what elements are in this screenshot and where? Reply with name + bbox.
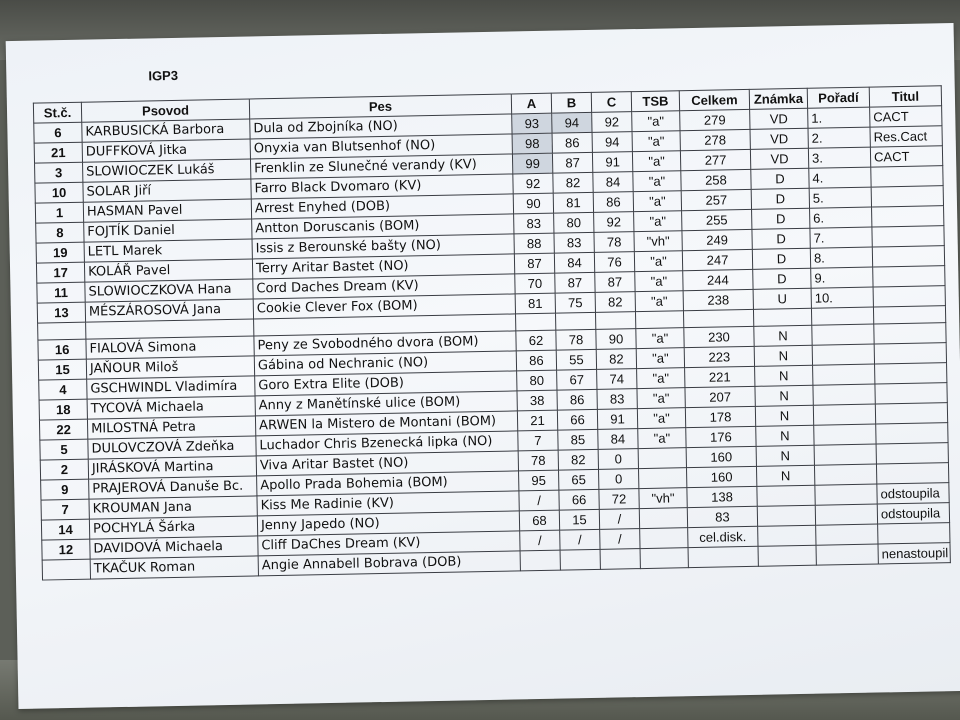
cell-titul	[874, 323, 946, 344]
cell-stc: 11	[37, 282, 85, 303]
cell-psovod: HASMAN Pavel	[83, 199, 251, 222]
cell-poradi: 2.	[808, 127, 870, 148]
cell-stc: 1	[35, 202, 83, 223]
cell-znamka	[757, 505, 815, 526]
cell-a: /	[520, 530, 560, 551]
cell-pes: Luchador Chris Bzenecká lipka (NO)	[256, 431, 518, 456]
cell-c: 74	[597, 369, 637, 390]
cell-pes: Farro Black Dvomaro (KV)	[251, 174, 513, 199]
cell-c: 92	[594, 212, 634, 233]
cell-celkem: 207	[685, 386, 755, 407]
cell-stc: 8	[36, 222, 84, 243]
cell-celkem: 83	[687, 506, 757, 527]
header-znamka: Známka	[749, 88, 807, 109]
cell-poradi: 3.	[808, 147, 870, 168]
spacer-cell	[811, 307, 873, 325]
header-titul: Titul	[869, 86, 941, 107]
header-psovod: Psovod	[81, 99, 249, 122]
cell-c: 91	[592, 152, 632, 173]
cell-znamka: N	[755, 405, 813, 426]
cell-psovod: SLOWIOCZEK Lukáš	[83, 159, 251, 182]
cell-poradi	[814, 444, 876, 465]
cell-psovod: SLOWIOCZKOVA Hana	[85, 279, 253, 302]
cell-titul	[875, 363, 947, 384]
spacer-cell	[555, 312, 595, 330]
paper-sheet	[6, 23, 960, 709]
cell-a: 62	[516, 330, 556, 351]
cell-titul: odstoupila	[877, 483, 949, 504]
cell-titul	[874, 343, 946, 364]
cell-znamka: N	[755, 385, 813, 406]
cell-b: /	[560, 529, 600, 550]
cell-pes: Kiss Me Radinie (KV)	[257, 491, 519, 516]
cell-psovod: KOLÁŘ Pavel	[84, 259, 252, 282]
cell-celkem: 160	[686, 466, 756, 487]
cell-tsb: "a"	[633, 191, 681, 212]
cell-pes: Cord Daches Dream (KV)	[253, 274, 515, 299]
cell-tsb: "a"	[634, 251, 682, 272]
cell-poradi	[815, 504, 877, 525]
cell-c: 92	[592, 112, 632, 133]
cell-b: 83	[554, 232, 594, 253]
cell-tsb: "a"	[637, 388, 685, 409]
cell-titul	[878, 523, 950, 544]
cell-c: 90	[596, 329, 636, 350]
cell-tsb: "a"	[632, 131, 680, 152]
cell-poradi	[813, 384, 875, 405]
cell-titul: nenastoupil	[878, 543, 950, 564]
cell-celkem: 258	[681, 169, 751, 190]
cell-titul	[872, 226, 944, 247]
spacer-cell	[873, 306, 945, 324]
cell-pes: Gábina od Nechranic (NO)	[254, 351, 516, 376]
cell-tsb: "a"	[632, 151, 680, 172]
cell-znamka: D	[752, 208, 810, 229]
cell-psovod: DULOVCZOVÁ Zdeňka	[88, 436, 256, 459]
cell-celkem: 238	[683, 289, 753, 310]
cell-b: 67	[557, 369, 597, 390]
cell-stc: 4	[39, 379, 87, 400]
cell-psovod: MÉSZÁROSOVÁ Jana	[85, 299, 253, 322]
cell-tsb: "a"	[638, 428, 686, 449]
cell-celkem: 160	[686, 446, 756, 467]
cell-titul: Res.Cact	[870, 126, 942, 147]
cell-b: 66	[559, 489, 599, 510]
cell-tsb: "a"	[635, 291, 683, 312]
cell-celkem: 278	[680, 129, 750, 150]
cell-znamka: N	[756, 445, 814, 466]
cell-pes: Onyxia van Blutsenhof (NO)	[250, 134, 512, 159]
cell-znamka: D	[753, 268, 811, 289]
cell-znamka	[757, 485, 815, 506]
cell-psovod: KROUMAN Jana	[89, 496, 257, 519]
cell-a: 83	[514, 213, 554, 234]
cell-znamka: VD	[750, 148, 808, 169]
cell-titul: CACT	[870, 106, 942, 127]
cell-pes: Cliff DaChes Dream (KV)	[258, 531, 520, 556]
cell-psovod: SOLAR Jiří	[83, 179, 251, 202]
cell-stc: 18	[39, 399, 87, 420]
cell-poradi: 4.	[809, 167, 871, 188]
cell-pes: Antton Doruscanis (BOM)	[252, 214, 514, 239]
cell-b: 87	[552, 152, 592, 173]
cell-pes: Peny ze Svobodného dvora (BOM)	[254, 331, 516, 356]
cell-celkem: 221	[685, 366, 755, 387]
cell-stc: 12	[42, 539, 90, 560]
cell-znamka: D	[752, 228, 810, 249]
cell-znamka: N	[755, 365, 813, 386]
cell-pes: Jenny Japedo (NO)	[257, 511, 519, 536]
header-stc: St.č.	[33, 102, 81, 123]
cell-znamka: D	[752, 248, 810, 269]
cell-c: 78	[594, 232, 634, 253]
cell-pes: Arrest Enyhed (DOB)	[251, 194, 513, 219]
cell-psovod: LETL Marek	[84, 239, 252, 262]
cell-b: 82	[553, 172, 593, 193]
cell-znamka	[758, 545, 816, 566]
cell-titul	[873, 286, 945, 307]
cell-stc: 19	[36, 242, 84, 263]
cell-c: /	[599, 509, 639, 530]
cell-a	[520, 550, 560, 571]
cell-poradi	[813, 404, 875, 425]
sheet-title: IGP3	[148, 67, 179, 84]
header-c: C	[591, 92, 631, 113]
cell-celkem: 277	[680, 149, 750, 170]
cell-a: 70	[515, 273, 555, 294]
cell-psovod: MILOSTNÁ Petra	[87, 416, 255, 439]
cell-celkem: 247	[682, 249, 752, 270]
cell-b: 15	[559, 509, 599, 530]
cell-pes: Goro Extra Elite (DOB)	[255, 371, 517, 396]
cell-b: 86	[557, 389, 597, 410]
cell-tsb	[640, 548, 688, 569]
cell-psovod: FIALOVÁ Simona	[86, 336, 254, 359]
cell-titul	[871, 166, 943, 187]
cell-znamka: N	[754, 325, 812, 346]
cell-titul	[875, 383, 947, 404]
cell-psovod: POCHYLÁ Šárka	[89, 516, 257, 539]
cell-tsb	[640, 528, 688, 549]
cell-a: 78	[518, 450, 558, 471]
spacer-cell	[753, 308, 811, 326]
cell-psovod: DAVIDOVÁ Michaela	[90, 536, 258, 559]
cell-titul	[871, 186, 943, 207]
cell-poradi	[812, 344, 874, 365]
cell-celkem: 176	[686, 426, 756, 447]
cell-b: 85	[558, 429, 598, 450]
cell-a: 95	[519, 470, 559, 491]
cell-tsb: "a"	[634, 211, 682, 232]
cell-pes: Cookie Clever Fox (BOM)	[253, 294, 515, 319]
cell-poradi: 6.	[810, 207, 872, 228]
cell-a: 99	[512, 153, 552, 174]
cell-titul	[873, 266, 945, 287]
cell-poradi	[814, 464, 876, 485]
cell-titul	[875, 403, 947, 424]
cell-a: 90	[513, 193, 553, 214]
cell-psovod: FOJTÍK Daniel	[84, 219, 252, 242]
cell-pes: Dula od Zbojníka (NO)	[250, 114, 512, 139]
cell-pes: Frenklin ze Slunečné verandy (KV)	[250, 154, 512, 179]
cell-stc: 15	[38, 359, 86, 380]
cell-pes: ARWEN la Mistero de Montani (BOM)	[255, 411, 517, 436]
cell-c: 87	[595, 272, 635, 293]
cell-b: 94	[552, 112, 592, 133]
cell-psovod: JAŇOUR Miloš	[86, 356, 254, 379]
cell-stc: 22	[39, 419, 87, 440]
cell-celkem: cel.disk.	[688, 526, 758, 547]
cell-b: 86	[552, 132, 592, 153]
cell-a: 86	[516, 350, 556, 371]
cell-poradi	[814, 424, 876, 445]
cell-stc: 6	[34, 122, 82, 143]
cell-stc: 7	[41, 499, 89, 520]
cell-a: 38	[517, 390, 557, 411]
cell-tsb: "a"	[635, 271, 683, 292]
results-table	[33, 85, 951, 580]
cell-stc: 17	[36, 262, 84, 283]
cell-a: 21	[517, 410, 557, 431]
cell-b: 87	[555, 272, 595, 293]
spacer-cell	[683, 309, 753, 327]
header-a: A	[511, 93, 551, 114]
cell-psovod: DUFFKOVÁ Jitka	[82, 139, 250, 162]
cell-stc: 14	[41, 519, 89, 540]
cell-a: 87	[514, 253, 554, 274]
cell-poradi: 8.	[810, 247, 872, 268]
cell-poradi: 7.	[810, 227, 872, 248]
cell-stc: 5	[40, 439, 88, 460]
cell-celkem: 257	[681, 189, 751, 210]
spacer-cell	[595, 312, 635, 330]
header-pes: Pes	[249, 94, 511, 119]
cell-poradi	[816, 544, 878, 565]
cell-celkem: 244	[683, 269, 753, 290]
cell-c: /	[600, 529, 640, 550]
cell-b: 55	[556, 349, 596, 370]
cell-tsb	[638, 448, 686, 469]
cell-c	[600, 549, 640, 570]
cell-stc: 2	[40, 459, 88, 480]
cell-znamka: N	[756, 425, 814, 446]
cell-pes: Issis z Berounské bašty (NO)	[252, 234, 514, 259]
cell-tsb: "vh"	[634, 231, 682, 252]
cell-b: 80	[554, 212, 594, 233]
cell-psovod: PRAJEROVÁ Danuše Bc.	[89, 476, 257, 499]
header-b: B	[551, 92, 591, 113]
cell-celkem: 249	[682, 229, 752, 250]
cell-celkem: 255	[682, 209, 752, 230]
cell-c: 91	[597, 409, 637, 430]
cell-psovod: TYCOVÁ Michaela	[87, 396, 255, 419]
cell-a: 98	[512, 133, 552, 154]
cell-znamka: VD	[750, 128, 808, 149]
cell-stc: 10	[35, 182, 83, 203]
cell-znamka: N	[754, 345, 812, 366]
cell-tsb	[639, 508, 687, 529]
cell-psovod: GSCHWINDL Vladimíra	[87, 376, 255, 399]
cell-titul	[876, 443, 948, 464]
cell-poradi: 10.	[811, 287, 873, 308]
cell-tsb	[638, 468, 686, 489]
cell-c: 82	[596, 349, 636, 370]
cell-poradi	[812, 324, 874, 345]
cell-stc: 9	[41, 479, 89, 500]
cell-a: 93	[512, 113, 552, 134]
cell-stc: 21	[34, 142, 82, 163]
cell-b: 81	[553, 192, 593, 213]
cell-a: 92	[513, 173, 553, 194]
cell-psovod: JIRÁSKOVÁ Martina	[88, 456, 256, 479]
cell-a: 81	[515, 293, 555, 314]
cell-znamka: VD	[750, 108, 808, 129]
cell-celkem: 279	[680, 109, 750, 130]
cell-titul	[872, 206, 944, 227]
cell-pes: Angie Annabell Bobrava (DOB)	[258, 551, 520, 576]
cell-znamka: D	[751, 188, 809, 209]
cell-c: 84	[598, 429, 638, 450]
cell-znamka: U	[753, 288, 811, 309]
cell-celkem	[688, 546, 758, 567]
cell-znamka: D	[751, 168, 809, 189]
cell-poradi: 1.	[808, 107, 870, 128]
cell-c: 82	[595, 292, 635, 313]
cell-poradi: 9.	[811, 267, 873, 288]
cell-pes: Anny z Manětínské ulice (BOM)	[255, 391, 517, 416]
header-celkem: Celkem	[679, 89, 749, 110]
cell-c: 0	[599, 469, 639, 490]
header-tsb: TSB	[631, 91, 679, 112]
cell-c: 76	[594, 252, 634, 273]
cell-titul	[876, 423, 948, 444]
cell-tsb: "a"	[633, 171, 681, 192]
cell-a: 88	[514, 233, 554, 254]
cell-tsb: "a"	[636, 348, 684, 369]
cell-pes: Viva Aritar Bastet (NO)	[256, 451, 518, 476]
cell-stc	[42, 559, 90, 580]
cell-c: 84	[593, 172, 633, 193]
cell-tsb: "vh"	[639, 488, 687, 509]
cell-c: 0	[598, 449, 638, 470]
cell-celkem: 178	[685, 406, 755, 427]
cell-psovod: TKAČUK Roman	[90, 556, 258, 579]
cell-titul: odstoupila	[877, 503, 949, 524]
spacer-cell	[635, 311, 683, 329]
cell-b: 84	[554, 252, 594, 273]
cell-b: 78	[556, 329, 596, 350]
cell-tsb: "a"	[637, 368, 685, 389]
cell-tsb: "a"	[636, 328, 684, 349]
cell-a: /	[519, 490, 559, 511]
cell-znamka: N	[756, 465, 814, 486]
spacer-cell	[38, 322, 86, 340]
cell-pes: Apollo Prada Bohemia (BOM)	[257, 471, 519, 496]
cell-psovod: KARBUSICKÁ Barbora	[82, 119, 250, 142]
cell-stc: 16	[38, 339, 86, 360]
cell-a: 68	[519, 510, 559, 531]
spacer-cell	[516, 313, 556, 331]
cell-poradi	[815, 484, 877, 505]
cell-b	[560, 549, 600, 570]
cell-b: 65	[559, 469, 599, 490]
cell-stc: 3	[35, 162, 83, 183]
cell-b: 66	[557, 409, 597, 430]
cell-poradi	[813, 364, 875, 385]
cell-c: 72	[599, 489, 639, 510]
cell-titul: CACT	[870, 146, 942, 167]
cell-c: 86	[593, 192, 633, 213]
cell-tsb: "a"	[632, 111, 680, 132]
cell-c: 94	[592, 132, 632, 153]
cell-poradi: 5.	[809, 187, 871, 208]
cell-a: 7	[518, 430, 558, 451]
cell-tsb: "a"	[637, 408, 685, 429]
cell-b: 75	[555, 292, 595, 313]
cell-titul	[872, 246, 944, 267]
cell-b: 82	[558, 449, 598, 470]
cell-znamka	[758, 525, 816, 546]
cell-titul	[876, 463, 948, 484]
cell-pes: Terry Aritar Bastet (NO)	[252, 254, 514, 279]
cell-celkem: 223	[684, 346, 754, 367]
cell-stc: 13	[37, 302, 85, 323]
cell-a: 80	[517, 370, 557, 391]
cell-c: 83	[597, 389, 637, 410]
header-poradi: Pořadí	[807, 87, 869, 108]
cell-poradi	[816, 524, 878, 545]
cell-celkem: 138	[687, 486, 757, 507]
cell-celkem: 230	[684, 326, 754, 347]
